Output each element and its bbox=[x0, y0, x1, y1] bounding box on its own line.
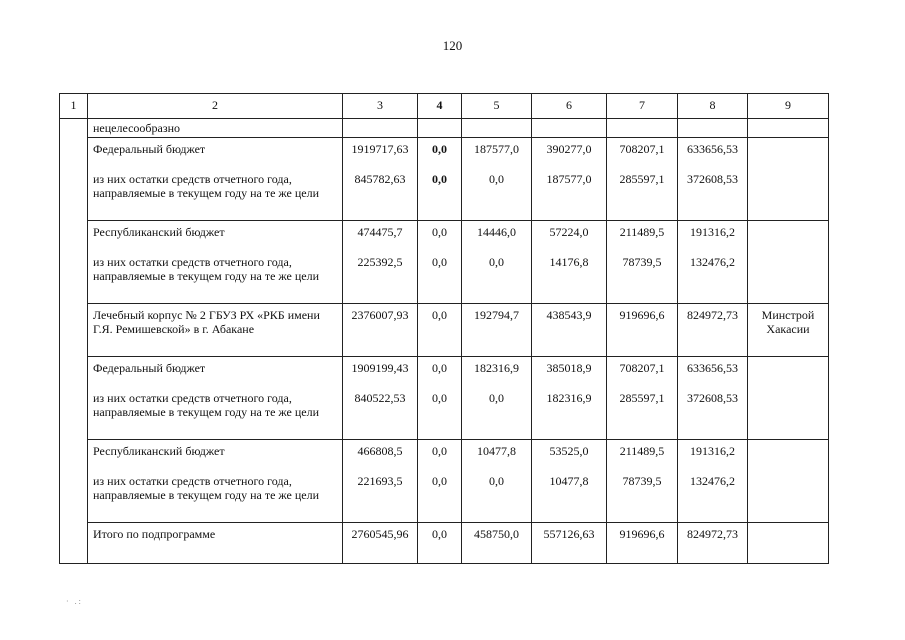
name-cell: Федеральный бюджет bbox=[88, 357, 343, 388]
value-cell: 0,0 bbox=[418, 523, 462, 564]
name-cell: из них остатки средств отчетного года, направляемые в текущем году на те же цели bbox=[88, 251, 343, 304]
value-cell: 0,0 bbox=[418, 138, 462, 169]
value-cell: 845782,63 bbox=[343, 168, 418, 221]
value-cell: 57224,0 bbox=[532, 221, 607, 252]
table-row bbox=[60, 119, 829, 138]
name-cell: из них остатки средств отчетного года, направляемые в текущем году на те же цели bbox=[88, 387, 343, 440]
empty-cell bbox=[532, 119, 607, 138]
header-cell: 9 bbox=[748, 94, 829, 119]
table-row bbox=[60, 470, 829, 523]
value-cell: 458750,0 bbox=[462, 523, 532, 564]
value-cell: 438543,9 bbox=[532, 304, 607, 357]
value-cell: 0,0 bbox=[418, 168, 462, 221]
value-cell: 919696,6 bbox=[607, 304, 678, 357]
value-cell: 0,0 bbox=[418, 470, 462, 523]
value-cell: 0,0 bbox=[418, 221, 462, 252]
value-cell: 187577,0 bbox=[462, 138, 532, 169]
value-cell: 385018,9 bbox=[532, 357, 607, 388]
name-cell: из них остатки средств отчетного года, направляемые в текущем году на те же цели bbox=[88, 470, 343, 523]
header-cell: 4 bbox=[418, 94, 462, 119]
value-cell: 1919717,63 bbox=[343, 138, 418, 169]
responsible-cell bbox=[748, 523, 829, 564]
value-cell: 0,0 bbox=[462, 387, 532, 440]
empty-cell bbox=[418, 119, 462, 138]
value-cell: 633656,53 bbox=[678, 357, 748, 388]
value-cell: 14176,8 bbox=[532, 251, 607, 304]
empty-cell bbox=[678, 119, 748, 138]
value-cell: 0,0 bbox=[418, 251, 462, 304]
responsible-cell bbox=[748, 440, 829, 523]
value-cell: 633656,53 bbox=[678, 138, 748, 169]
value-cell: 78739,5 bbox=[607, 251, 678, 304]
value-cell: 191316,2 bbox=[678, 440, 748, 471]
value-cell: 824972,73 bbox=[678, 304, 748, 357]
object-name-cell: Лечебный корпус № 2 ГБУЗ РХ «РКБ имени Г.Я. Ремишевской» в г. Абакане bbox=[88, 304, 343, 357]
empty-cell bbox=[607, 119, 678, 138]
page-number: 120 bbox=[442, 38, 463, 53]
value-cell: 2760545,96 bbox=[343, 523, 418, 564]
value-cell: 285597,1 bbox=[607, 387, 678, 440]
header-cell: 7 bbox=[607, 94, 678, 119]
name-cell: Федеральный бюджет bbox=[88, 138, 343, 169]
value-cell: 0,0 bbox=[418, 304, 462, 357]
name-cell: из них остатки средств отчетного года, направляемые в текущем году на те же цели bbox=[88, 168, 343, 221]
table-row bbox=[60, 138, 829, 169]
value-cell: 191316,2 bbox=[678, 221, 748, 252]
header-cell: 1 bbox=[60, 94, 88, 119]
header-cell: 2 bbox=[88, 94, 343, 119]
responsible-cell: Минстрой Хакасии bbox=[748, 304, 829, 357]
value-cell: 182316,9 bbox=[532, 387, 607, 440]
value-cell: 10477,8 bbox=[462, 440, 532, 471]
value-cell: 78739,5 bbox=[607, 470, 678, 523]
value-cell: 1909199,43 bbox=[343, 357, 418, 388]
table-row bbox=[60, 440, 829, 471]
value-cell: 182316,9 bbox=[462, 357, 532, 388]
header-cell: 6 bbox=[532, 94, 607, 119]
empty-cell bbox=[343, 119, 418, 138]
row-number-cell bbox=[60, 119, 88, 564]
responsible-cell bbox=[748, 138, 829, 221]
value-cell: 187577,0 bbox=[532, 168, 607, 221]
scan-artifact: · .: bbox=[66, 597, 83, 606]
value-cell: 840522,53 bbox=[343, 387, 418, 440]
value-cell: 211489,5 bbox=[607, 221, 678, 252]
responsible-cell bbox=[748, 357, 829, 440]
table-row bbox=[60, 304, 829, 357]
value-cell: 285597,1 bbox=[607, 168, 678, 221]
value-cell: 132476,2 bbox=[678, 470, 748, 523]
header-cell: 3 bbox=[343, 94, 418, 119]
budget-table bbox=[59, 93, 829, 564]
value-cell: 466808,5 bbox=[343, 440, 418, 471]
table-row bbox=[60, 387, 829, 440]
column-number-header bbox=[60, 94, 829, 119]
table-row bbox=[60, 357, 829, 388]
value-cell: 708207,1 bbox=[607, 357, 678, 388]
total-row bbox=[60, 523, 829, 564]
empty-cell bbox=[462, 119, 532, 138]
name-cell: Республиканский бюджет bbox=[88, 440, 343, 471]
value-cell: 211489,5 bbox=[607, 440, 678, 471]
value-cell: 824972,73 bbox=[678, 523, 748, 564]
value-cell: 0,0 bbox=[462, 470, 532, 523]
total-label: Итого по подпрограмме bbox=[88, 523, 343, 564]
value-cell: 390277,0 bbox=[532, 138, 607, 169]
header-cell: 5 bbox=[462, 94, 532, 119]
value-cell: 225392,5 bbox=[343, 251, 418, 304]
value-cell: 372608,53 bbox=[678, 168, 748, 221]
header-cell: 8 bbox=[678, 94, 748, 119]
value-cell: 919696,6 bbox=[607, 523, 678, 564]
empty-cell bbox=[748, 119, 829, 138]
value-cell: 10477,8 bbox=[532, 470, 607, 523]
value-cell: 53525,0 bbox=[532, 440, 607, 471]
value-cell: 132476,2 bbox=[678, 251, 748, 304]
responsible-cell bbox=[748, 221, 829, 304]
name-cell: Республиканский бюджет bbox=[88, 221, 343, 252]
value-cell: 0,0 bbox=[418, 440, 462, 471]
value-cell: 708207,1 bbox=[607, 138, 678, 169]
value-cell: 0,0 bbox=[462, 251, 532, 304]
name-cell: нецелесообразно bbox=[88, 119, 343, 138]
value-cell: 0,0 bbox=[418, 357, 462, 388]
table-row bbox=[60, 168, 829, 221]
table-row bbox=[60, 251, 829, 304]
value-cell: 0,0 bbox=[418, 387, 462, 440]
value-cell: 474475,7 bbox=[343, 221, 418, 252]
value-cell: 372608,53 bbox=[678, 387, 748, 440]
value-cell: 557126,63 bbox=[532, 523, 607, 564]
value-cell: 2376007,93 bbox=[343, 304, 418, 357]
value-cell: 221693,5 bbox=[343, 470, 418, 523]
value-cell: 0,0 bbox=[462, 168, 532, 221]
value-cell: 192794,7 bbox=[462, 304, 532, 357]
value-cell: 14446,0 bbox=[462, 221, 532, 252]
table-row bbox=[60, 221, 829, 252]
